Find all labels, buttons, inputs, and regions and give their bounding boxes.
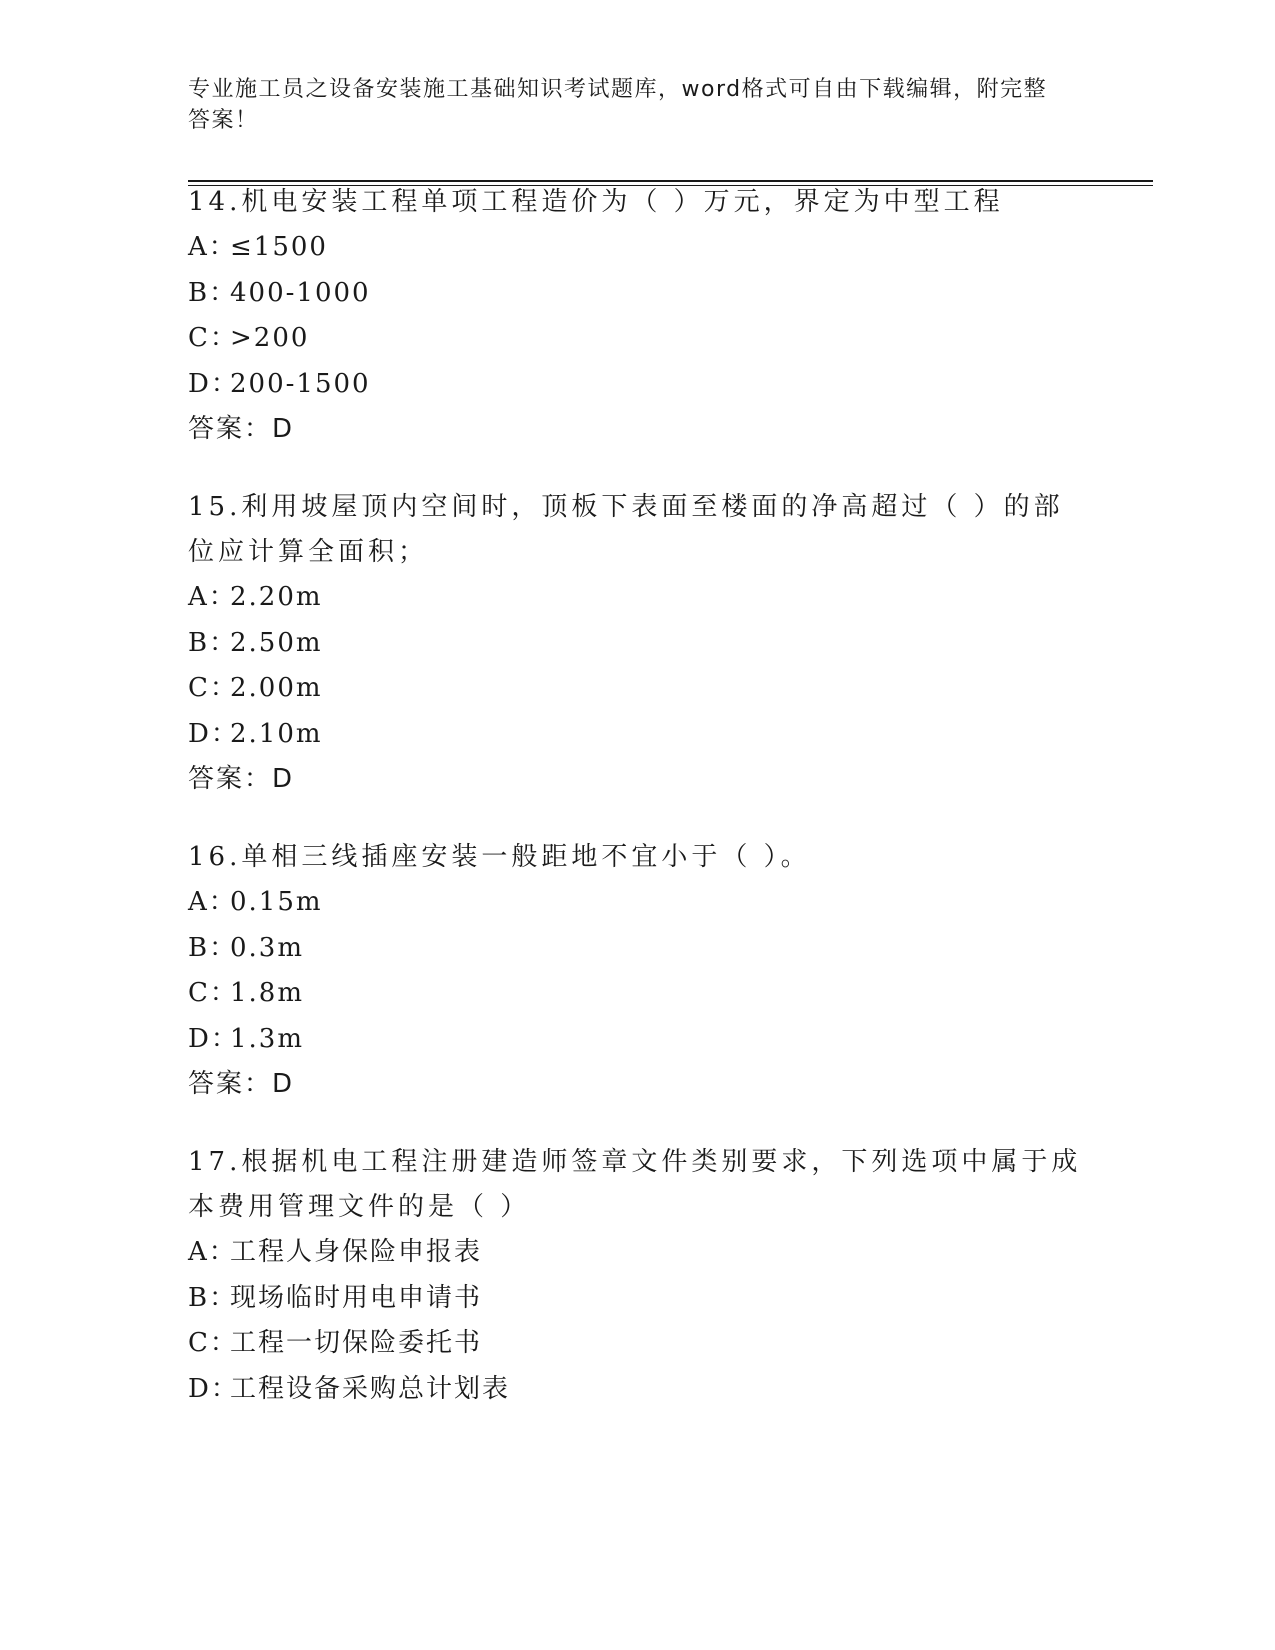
option-key: C： <box>188 673 238 704</box>
option-value: 2.10m <box>230 718 323 749</box>
option-d <box>188 1367 1088 1413</box>
option-d <box>188 1017 1088 1063</box>
document-header: 专业施工员之设备安装施工基础知识考试题库，word格式可自由下载编辑，附完整答案！ <box>188 77 1048 133</box>
option-value: 1.8m <box>230 978 305 1009</box>
question-text: 15.利用坡屋顶内空间时，顶板下表面至楼面的净高超过（ ）的部位应计算全面积； <box>188 492 1064 567</box>
option-b <box>188 621 1088 667</box>
answer-label: 答案： <box>188 764 273 795</box>
option-key: D： <box>188 368 239 399</box>
option-b <box>188 271 1088 317</box>
question-14 <box>188 180 1088 452</box>
question-text: 14.机电安装工程单项工程造价为（ ）万元，界定为中型工程 <box>188 187 1004 217</box>
option-d <box>188 362 1088 408</box>
answer-line <box>188 1062 1088 1107</box>
option-value: 200-1500 <box>230 368 371 399</box>
option-value: 0.3m <box>230 932 305 963</box>
option-key: A： <box>188 887 237 917</box>
answer-value: D <box>272 1069 294 1100</box>
question-17 <box>188 1140 1088 1412</box>
option-value: 现场临时用电申请书 <box>230 1282 483 1313</box>
answer-line <box>188 757 1088 802</box>
option-key: B： <box>188 627 238 658</box>
option-value: 工程一切保险委托书 <box>230 1328 483 1359</box>
answer-label: 答案： <box>188 414 273 445</box>
option-a <box>188 225 1088 271</box>
option-value: >200 <box>230 323 310 354</box>
option-a <box>188 880 1088 926</box>
option-value: ≤1500 <box>230 232 328 262</box>
option-b <box>188 1276 1088 1322</box>
option-c <box>188 1321 1088 1367</box>
option-value: 2.00m <box>230 673 323 704</box>
option-key: B： <box>188 1282 238 1313</box>
question-text: 16.单相三线插座安装一般距地不宜小于（ ）。 <box>188 842 811 872</box>
option-a <box>188 1230 1088 1276</box>
option-value: 工程人身保险申报表 <box>230 1237 483 1267</box>
option-key: D： <box>188 718 239 749</box>
option-value: 工程设备采购总计划表 <box>230 1373 511 1404</box>
option-key: B： <box>188 277 238 308</box>
option-key: A： <box>188 1237 237 1267</box>
answer-line <box>188 407 1088 452</box>
option-b <box>188 926 1088 972</box>
question-15 <box>188 485 1088 802</box>
option-d <box>188 712 1088 758</box>
question-16 <box>188 835 1088 1107</box>
option-value: 1.3m <box>230 1023 305 1054</box>
option-key: C： <box>188 1328 238 1359</box>
option-key: A： <box>188 232 237 262</box>
answer-value: D <box>272 414 294 445</box>
option-value: 2.50m <box>230 627 323 658</box>
option-key: A： <box>188 582 237 612</box>
answer-value: D <box>272 764 294 795</box>
answer-label: 答案： <box>188 1069 273 1100</box>
option-value: 0.15m <box>230 887 323 917</box>
option-value: 400-1000 <box>230 277 371 308</box>
option-key: C： <box>188 978 238 1009</box>
option-key: D： <box>188 1023 239 1054</box>
option-a <box>188 575 1088 621</box>
question-text: 17.根据机电工程注册建造师签章文件类别要求，下列选项中属于成本费用管理文件的是（ ） <box>188 1147 1082 1222</box>
option-key: B： <box>188 932 238 963</box>
option-key: C： <box>188 323 238 354</box>
option-value: 2.20m <box>230 582 323 612</box>
option-key: D： <box>188 1373 239 1404</box>
option-c <box>188 971 1088 1017</box>
option-c <box>188 666 1088 712</box>
option-c <box>188 316 1088 362</box>
